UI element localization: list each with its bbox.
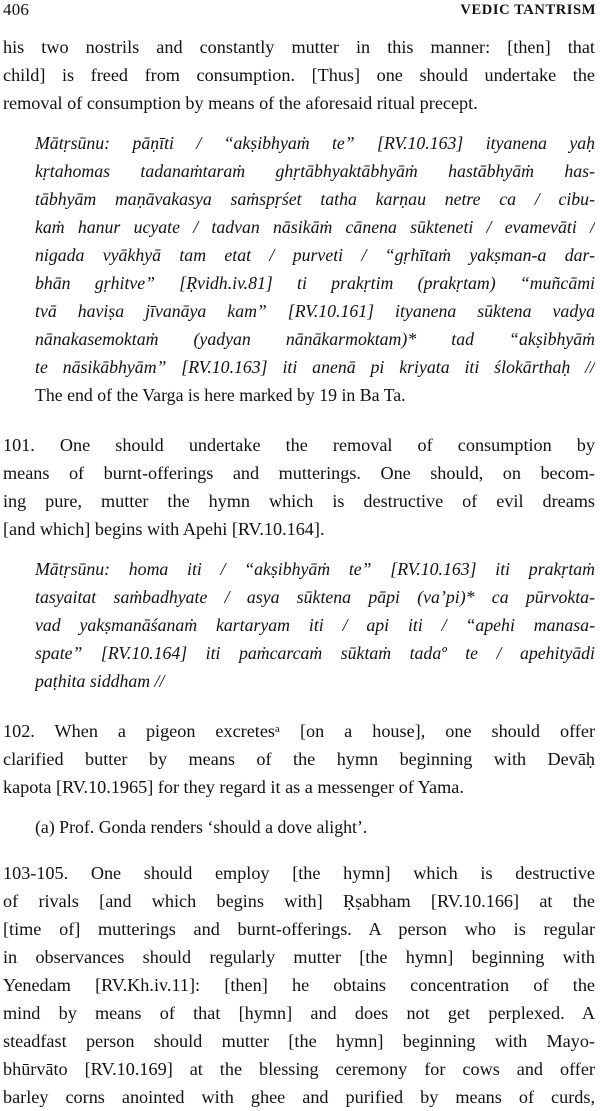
text-line: 101. One should undertake the removal of consumption by: [3, 435, 595, 455]
text-line: of rivals [and which begins with] Ṛṣabham [RV.10.166] at the: [3, 891, 595, 911]
text-line: child] is freed from consumption. [Thus] one should undertake the: [3, 65, 595, 85]
commentary-line: kṛtahomas tadanaṁtaraṁ ghṛtābhyaktābhyāṁ hastābhyāṁ has-: [35, 161, 595, 181]
commentary-line: paṭhita siddham //: [35, 671, 165, 691]
commentary-line: nānakasemoktaṁ (yadyan nānākarmoktam)* tad “akṣibhyāṁ: [35, 329, 595, 349]
commentary-block-2: [3, 555, 595, 695]
text-line: ing pure, mutter the hymn which is destructive of evil dreams: [3, 491, 595, 511]
commentary-line: tābhyām maṇāvakasya saṁspṛśet tatha karṇau netre ca / cibu-: [35, 189, 595, 209]
text-line: [time of] mutterings and burnt-offerings. A person who is regular: [3, 919, 595, 939]
text-line: barley corns anointed with ghee and purified by means of curds,: [3, 1087, 595, 1107]
commentary-line: Mātṛsūnu: homa iti / “akṣibhyāṁ te” [RV.10.163] iti prakṛtaṁ: [35, 559, 595, 579]
commentary-line: te nāsikābhyām” [RV.10.163] iti anenā pi kriyata iti ślokārthaḥ //: [35, 357, 595, 377]
commentary-line: bhān gṛhitve” [Ṛvidh.iv.81] ti prakṛtim (prakṛtam) “muñcāmi: [35, 273, 595, 293]
commentary-line: kaṁ hanur ucyate / tadvan nāsikāṁ cānena sūkteneti / evamevāti /: [35, 217, 595, 237]
verse-103-105: [3, 859, 595, 1111]
footnote-a: [3, 813, 595, 841]
text-line: mind by means of that [hymn] and does not get perplexed. A: [3, 1003, 595, 1023]
footnote-line: (a) Prof. Gonda renders ‘should a dove alight’.: [35, 817, 368, 837]
text-line: kapota [RV.10.1965] for they regard it as a messenger of Yama.: [3, 777, 464, 797]
varga-note: The end of the Varga is here marked by 19 in Ba Ta.: [35, 385, 406, 405]
text-line: means of burnt-offerings and mutterings. One should, on becom-: [3, 463, 595, 483]
commentary-line: spate” [RV.10.164] iti paṁcarcaṁ sūktaṁ tadaº te / apehityādi: [35, 643, 595, 663]
text-line: his two nostrils and constantly mutter in this manner: [then] that: [3, 37, 595, 57]
commentary-line: Mātṛsūnu: pāṇīti / “akṣibhyaṁ te” [RV.10.163] ityanena yaḥ: [35, 133, 595, 153]
text-line: clarified butter by means of the hymn beginning with Devāḥ: [3, 749, 595, 769]
running-head: VEDIC TANTRISM: [460, 2, 596, 18]
verse-102: [3, 717, 595, 801]
text-line: steadfast person should mutter [the hymn] beginning with Mayo-: [3, 1031, 595, 1051]
commentary-line: tasyaitat saṁbadhyate / asya sūktena pāpi (va’pi)* ca pūrvokta-: [35, 587, 595, 607]
text-line: [and which] begins with Apehi [RV.10.164].: [3, 519, 325, 539]
verse-101: [3, 431, 595, 543]
commentary-block-1: [3, 129, 595, 409]
commentary-line: tvā haviṣa jīvanāya kam” [RV.10.161] ityanena sūktena vadya: [35, 301, 595, 321]
text-line: 102. When a pigeon excretesᵃ [on a house], one should offer: [3, 721, 595, 741]
translation-paragraph-intro: [3, 33, 595, 117]
commentary-line: nigada vyākhyā tam etat / purveti / “gṛhītaṁ yakṣman-a dar-: [35, 245, 595, 265]
text-line: Yenedam [RV.Kh.iv.11]: [then] he obtains concentration of the: [3, 975, 595, 995]
text-line: bhūrvāto [RV.10.169] at the blessing ceremony for cows and offer: [3, 1059, 595, 1079]
page-header: [3, 0, 596, 28]
text-line: removal of consumption by means of the aforesaid ritual precept.: [3, 93, 478, 113]
page-number: 406: [3, 0, 30, 19]
text-line: 103-105. One should employ [the hymn] which is destructive: [3, 863, 595, 883]
commentary-line: vad yakṣmanāśanaṁ kartaryam iti / api iti / “apehi manasa-: [35, 615, 595, 635]
page-body: [3, 33, 595, 1111]
text-line: in observances should regularly mutter [the hymn] beginning with: [3, 947, 595, 967]
